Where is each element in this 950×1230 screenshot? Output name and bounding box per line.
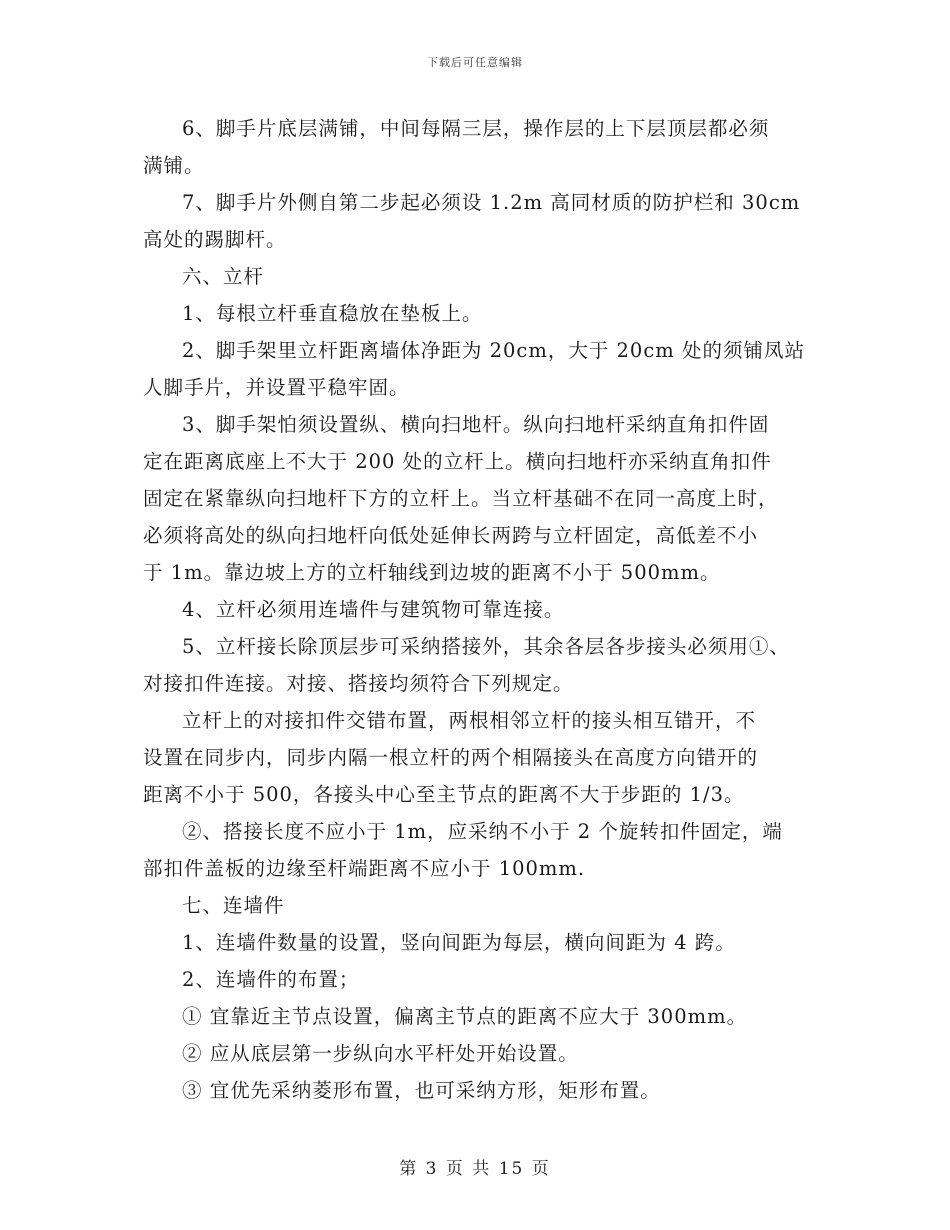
page-footer: 第 3 页 共 15 页 — [399, 1159, 551, 1179]
paragraph-line: ① 宜靠近主节点设置，偏离主节点的距离不应大于 300mm。 — [182, 1005, 748, 1028]
paragraph-line: ③ 宜优先采纳菱形布置，也可采纳方形，矩形布置。 — [182, 1079, 661, 1102]
paragraph-line: 七、连墙件 — [182, 894, 285, 917]
page-header: 下载后可任意编辑 — [427, 56, 523, 69]
paragraph-line: 距离不小于 500，各接头中心至主节点的距离不大于步距的 1/3。 — [143, 783, 745, 806]
paragraph-line: 3、脚手架怕须设置纵、横向扫地杆。纵向扫地杆采纳直角扣件固 — [182, 413, 770, 436]
paragraph-line: 固定在紧靠纵向扫地杆下方的立杆上。当立杆基础不在同一高度上时， — [143, 487, 779, 510]
paragraph-line: 定在距离底座上不大于 200 处的立杆上。横向扫地杆亦采纳直角扣件 — [143, 450, 772, 473]
paragraph-line: 设置在同步内，同步内隔一根立杆的两个相隔接头在高度方向错开的 — [143, 746, 759, 769]
paragraph-line: 于 1m。靠边坡上方的立杆轴线到边坡的距离不小于 500mm。 — [143, 561, 721, 584]
paragraph-line: 六、立杆 — [182, 265, 265, 288]
paragraph-line: 人脚手片，并设置平稳牢固。 — [143, 376, 410, 399]
paragraph-line: 2、连墙件的布置； — [182, 968, 360, 991]
paragraph-line: 对接扣件连接。对接、搭接均须符合下列规定。 — [143, 672, 574, 695]
paragraph-line: 2、脚手架里立杆距离墙体净距为 20cm，大于 20cm 处的须铺凤站 — [182, 339, 805, 362]
paragraph-line: ② 应从底层第一步纵向水平杆处开始设置。 — [182, 1042, 579, 1065]
paragraph-line: 5、立杆接长除顶层步可采纳搭接外，其余各层各步接头必须用①、 — [182, 635, 790, 658]
paragraph-line: ②、搭接长度不应小于 1m，应采纳不小于 2 个旋转扣件固定，端 — [182, 820, 783, 843]
paragraph-line: 1、连墙件数量的设置，竖向间距为每层，横向间距为 4 跨。 — [182, 931, 736, 954]
paragraph-line: 1、每根立杆垂直稳放在垫板上。 — [182, 302, 483, 325]
paragraph-line: 满铺。 — [143, 154, 205, 177]
document-body — [143, 110, 808, 1109]
paragraph-line: 4、立杆必须用连墙件与建筑物可靠连接。 — [182, 598, 565, 621]
paragraph-line: 7、脚手片外侧自第二步起必须设 1.2m 高同材质的防护栏和 30cm — [182, 191, 801, 214]
paragraph-line: 部扣件盖板的边缘至杆端距离不应小于 100mm. — [143, 857, 586, 880]
paragraph-line: 6、脚手片底层满铺，中间每隔三层，操作层的上下层顶层都必须 — [182, 117, 770, 140]
paragraph-line: 高处的踢脚杆。 — [143, 228, 287, 251]
paragraph-line: 立杆上的对接扣件交错布置，两根相邻立杆的接头相互错开，不 — [182, 709, 757, 732]
paragraph-line: 必须将高处的纵向扫地杆向低处延伸长两跨与立杆固定，高低差不小 — [143, 524, 759, 547]
